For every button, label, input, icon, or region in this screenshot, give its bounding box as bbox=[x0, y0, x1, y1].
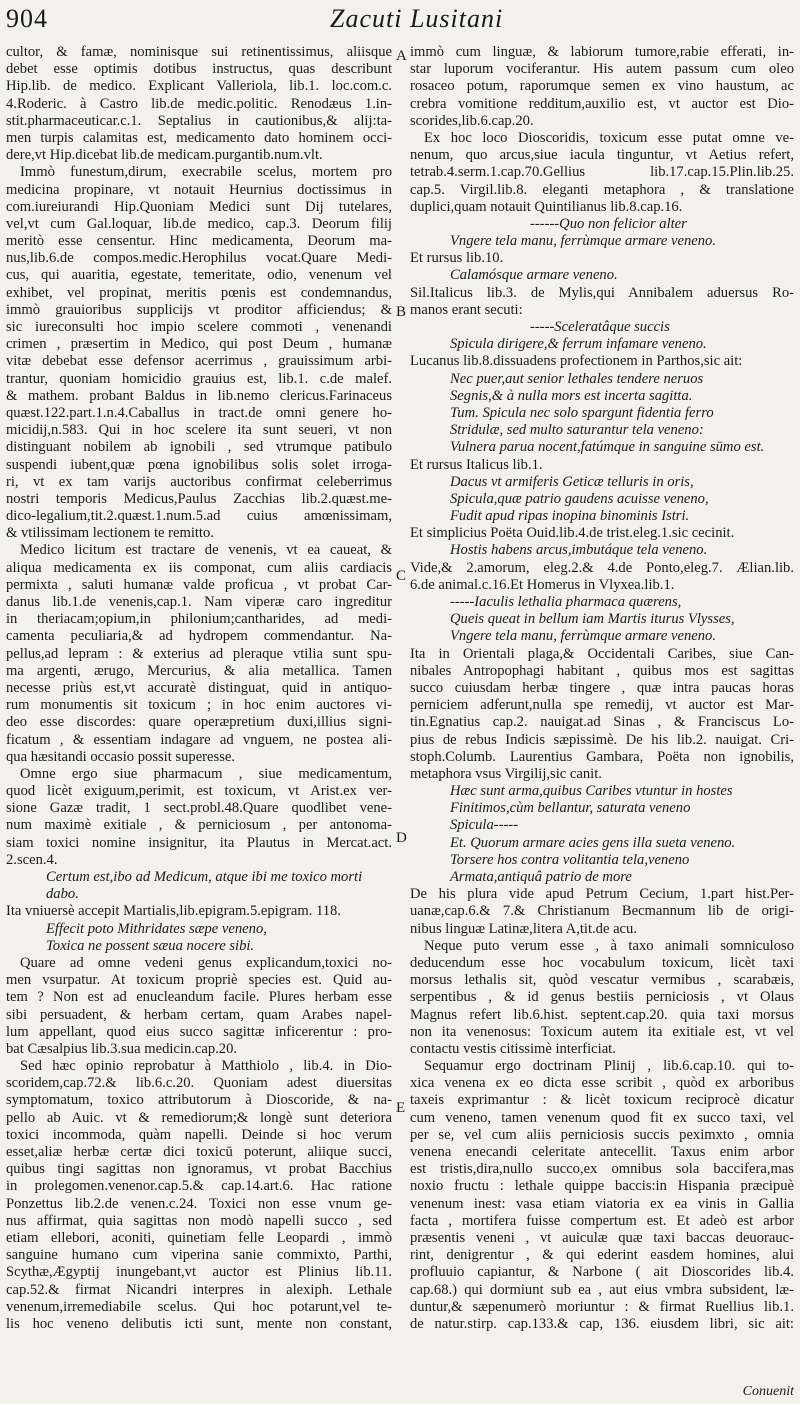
text-line: tem ? Non est ad enucleandum facile. Plures herbam esse bbox=[6, 989, 392, 1006]
text-line: tetrab.4.serm.1.cap.70.Gellius lib.17.cap.15.Plin.lib.25. bbox=[410, 164, 794, 181]
text-line: dabo. bbox=[46, 886, 79, 903]
text-line: Segnis,& à nulla mors est incerta sagitta. bbox=[450, 387, 693, 404]
text-line: Et rursus Italicus lib.1. bbox=[410, 456, 543, 473]
text-line: Spicula dirigere,& ferrum infamare veneno. bbox=[450, 336, 707, 353]
text-line: danus lib.1.de venenis,cap.1. Nam viperæ caro ingreditur bbox=[6, 594, 392, 610]
text-line: dere,vt Hip.dicebat lib.de medicam.purgantib.num.vlt. bbox=[6, 147, 323, 164]
text-line: facta , mortifera fuisse compertum est. Et adeò est arbor bbox=[410, 1212, 794, 1229]
text-line: est tristis,dira,nullo succo,ex omnibus sola baccifera,mas bbox=[410, 1161, 794, 1178]
text-line: Ita vniuersè accepit Martialis,lib.epigram.5.epigram. 118. bbox=[6, 903, 342, 920]
catchword: Conuenit bbox=[742, 1384, 794, 1399]
text-line: symptomatum, toxico attributorum à Dioscoride, & na- bbox=[6, 1092, 392, 1109]
text-line: nibales Antropophagi habitant , quibus mos est sagittas bbox=[410, 662, 794, 679]
text-line: suspendi iubent,quæ pœna ignobilibus solis solet irroga- bbox=[6, 456, 392, 473]
text-line: De his plura vide apud Petrum Cecium, 1.part hist.Per- bbox=[410, 886, 794, 903]
text-line: debet esse optimis dotibus instructus, quas describunt bbox=[6, 61, 392, 78]
text-line: ------Quo non felicior alter bbox=[530, 215, 687, 232]
text-line: etiam ellebori, aconiti, quinetiam felle Leopardi , immò bbox=[6, 1229, 392, 1246]
text-line: per se, vel cum aliis perniciosis succis peximxto , omnia bbox=[410, 1126, 794, 1143]
margin-letter-c: C bbox=[396, 568, 407, 584]
text-line: scoridem,cap.72.& lib.6.c.20. Quoniam adest diuersitas bbox=[6, 1075, 392, 1092]
text-line: immò grauioribus supplicijs vt proditor afficiendus; & bbox=[6, 301, 392, 318]
text-line: com.iureiurandi Hip.Quoniam Medici sunt Dij tutelares, bbox=[6, 198, 392, 215]
text-line: Stridulæ, sed multo saturantur tela veneno: bbox=[450, 422, 704, 439]
text-line: perniciem adferunt,nulla spe remedij, vt auctor est Mar- bbox=[410, 697, 794, 714]
text-line: morsus lethalis sit, quòd vescatur vermibus , scarabæis, bbox=[410, 972, 794, 989]
text-line: Neque puto verum esse , à taxo animali somniculoso bbox=[424, 937, 794, 954]
text-line: esset,aliæ herbæ certæ dici toxicū poterunt, aliique succi, bbox=[6, 1144, 392, 1160]
text-line: immò cum linguæ, & labiorum tumore,rabie efferati, in- bbox=[410, 44, 794, 60]
text-line: Fudit apud ripas inopina binominis Istri. bbox=[450, 508, 690, 525]
text-line: sic iureconsulti hoc impio scelere commoti , venenandi bbox=[6, 319, 392, 335]
text-line: vitæ debebat esse defensor acerrimus , grauissimum arbi- bbox=[6, 353, 392, 370]
text-line: distinguant nobilem ab ignobili , sed vtrumque patibulo bbox=[6, 439, 392, 456]
page-header bbox=[0, 0, 800, 44]
text-line: micidij,n.583. Qui in hoc scelere ita sunt seueri, vt non bbox=[6, 422, 392, 439]
text-line: pello ab Auic. vt & remediorum;& longè sunt deteriora bbox=[6, 1109, 392, 1126]
text-line: sibi persuadent, & herbam certam, quam Arabes napel- bbox=[6, 1006, 392, 1023]
margin-letter-e: E bbox=[396, 1100, 406, 1116]
left-column bbox=[6, 44, 392, 1400]
text-line: venena enecandi celeritate antecellit. Taxus enim arbor bbox=[410, 1144, 794, 1160]
text-line: contactu vestis citissimè interficiat. bbox=[410, 1040, 616, 1057]
text-line: Tum. Spicula nec solo spargunt fidentia ferro bbox=[450, 404, 714, 421]
text-line: Quare ad omne vedeni genus explicandum,toxici no- bbox=[20, 954, 392, 971]
text-line: præsentis veneni , vt auiculæ quæ taxi baccas deuorauc- bbox=[410, 1229, 794, 1246]
text-line: pius de rebus Indicis sæpissimè. De his lib.2. nauigat. Cri- bbox=[410, 731, 794, 748]
text-line: stit.pharmaceuticar.c.1. Septalius in cautionibus,& alij:ta- bbox=[6, 112, 392, 129]
margin-letter-d: D bbox=[396, 830, 407, 846]
text-line: Et rursus lib.10. bbox=[410, 250, 504, 267]
running-title: Zacuti Lusitani bbox=[330, 4, 504, 33]
text-line: rosaceo potum, raporumque semen ex vino haustum, ac bbox=[410, 78, 794, 95]
text-line: Sed hæc opinio reprobatur à Matthiolo , lib.4. in Dio- bbox=[20, 1058, 392, 1075]
margin-letter-b: B bbox=[396, 304, 407, 320]
text-line: siam toxici nomine insignitur, ita Plautus in Mercat.act. bbox=[6, 834, 392, 851]
text-line: xica venena ex eo dicta esse scribit , quòd ex arboribus bbox=[410, 1075, 794, 1092]
text-line: profluuio capiantur, & Narbone ( ait Dioscorides lib.4. bbox=[410, 1264, 794, 1281]
text-line: ma argenti, ærugo, Mercurius, & alia metallica. Tamen bbox=[6, 662, 392, 679]
text-line: Effecit poto Mithridates sæpe veneno, bbox=[46, 920, 267, 937]
text-line: Medico licitum est tractare de venenis, vt ea caueat, & bbox=[20, 542, 392, 559]
text-line: Calamósque armare veneno. bbox=[450, 267, 618, 284]
text-line: medicina propinare, vt notauit Heurnius doctissimus in bbox=[6, 181, 392, 198]
page-number: 904 bbox=[6, 4, 48, 33]
text-line: Spicula----- bbox=[450, 817, 519, 834]
text-line: Ponzettus lib.2.de venen.c.24. Toxici non esse vnum ge- bbox=[6, 1195, 392, 1212]
text-line: uanæ,cap.6.& 7.& Christianum Becmannum lib de origi- bbox=[410, 903, 794, 920]
text-line: & mathem. probant Baldus in lib.nemo clericus.Farinaceus bbox=[6, 387, 392, 404]
text-line: serpentibus , & id genus bestiis perniciosis , vt Olaus bbox=[410, 989, 794, 1006]
text-line: de natur.stirp. cap.133.& cap, 136. eiusdem libri, sic ait: bbox=[410, 1315, 794, 1332]
text-line: scorides,lib.6.cap.20. bbox=[410, 112, 534, 129]
text-line: quod licèt exiguum,perimit, est toxicum, vt Arist.ex ver- bbox=[6, 783, 392, 800]
text-line: men vsurpatur. At toxicum propriè species est. Quid au- bbox=[6, 972, 392, 989]
text-line: stoph.Columb. Laurentius Gambara, Poëta non ignobilis, bbox=[410, 748, 794, 765]
text-line: num maximè exitiale , & perniciosum , per antonoma- bbox=[6, 817, 392, 834]
text-line: metaphora vsus Virgilij,sic canit. bbox=[410, 765, 602, 782]
text-line: men turpis calamitas est, medicamento dato hominem occi- bbox=[6, 129, 392, 146]
text-line: Nec puer,aut senior lethales tendere neruos bbox=[450, 370, 704, 387]
text-line: venenum inest: vasa etiam viatoria ex ea vinis in Gallia bbox=[410, 1195, 794, 1212]
text-line: Immò funestum,dirum, execrabile scelus, mortem pro bbox=[20, 164, 392, 181]
text-line: camenta peculiaria,& ad hydropem commendantur. Na- bbox=[6, 628, 392, 645]
text-line: Spicula,quæ patrio gaudens acuisse veneno, bbox=[450, 490, 709, 507]
text-line: Toxica ne possent sæua nocere sibi. bbox=[46, 937, 255, 954]
text-line: manos erant secuti: bbox=[410, 301, 523, 318]
text-line: Lucanus lib.8.dissuadens profectionem in Parthos,sic ait: bbox=[410, 353, 743, 370]
text-line: sione Gazæ tradit, 1 sect.probl.48.Quare quodlibet vene- bbox=[6, 800, 392, 817]
text-line: cap.68.) qui dormiunt sub ea , aut eius vmbra subsident, læ- bbox=[410, 1281, 794, 1298]
text-line: rint, denigrentur , & qui ederint easdem homines, alui bbox=[410, 1247, 794, 1264]
text-line: lum appellant, quod eius succo sagittæ inficerentur : pro- bbox=[6, 1023, 392, 1040]
text-line: Torsere hos contra volitantia tela,veneno bbox=[450, 851, 690, 868]
text-line: crimen , præsertim in Medico, qui post Deum , humanæ bbox=[6, 336, 392, 353]
text-line: deo esse discordes: quare operæpretium duxi,illius signi- bbox=[6, 714, 392, 731]
text-line: trantur, quoniam homicidio grauius est, lib.1. c.de malef. bbox=[6, 370, 392, 387]
text-line: noxio fructu : lethale quippe baccis:in Hispania præcipuè bbox=[410, 1178, 794, 1195]
text-line: Finitimos,cùm bellantur, saturata veneno bbox=[450, 800, 691, 817]
text-line: qua hæsitandi occasio possit superesse. bbox=[6, 748, 236, 765]
text-line: duntur,& sæpenumerò moriuntur : & firmat Ruellius lib.1. bbox=[410, 1298, 794, 1315]
text-line: nibus linguæ Latinæ,litera A,tit.de acu. bbox=[410, 920, 637, 937]
right-column bbox=[410, 44, 794, 1400]
text-line: deducendum esse hoc vocabulum toxicum, licèt taxi bbox=[410, 954, 794, 971]
text-line: ficatum , & essentiam indagare ad vnguem, ne postea ali- bbox=[6, 731, 392, 748]
text-line: -----Iaculis lethalia pharmaca quærens, bbox=[450, 594, 682, 610]
text-line: Ita in Orientali plaga,& Occidentali Caribes, siue Can- bbox=[410, 645, 794, 662]
text-line: nus affirmat, quia sagittas non modò napelli succo , sed bbox=[6, 1212, 392, 1229]
margin-letter-a: A bbox=[396, 48, 407, 64]
text-line: vel,vt cum Gal.loquar, lib.de medico, cap.3. Deorum filij bbox=[6, 215, 392, 232]
text-line: cum veneno, tamen venenum quod fit ex succo taxi, vel bbox=[410, 1109, 794, 1126]
text-line: Omne ergo siue pharmacum , siue medicamentum, bbox=[20, 765, 392, 782]
text-line: cultor, & famæ, nominisque sui retinentissimus, aliisque bbox=[6, 44, 392, 60]
text-line: Queis queat in bellum iam Martis iturus Vlysses, bbox=[450, 611, 735, 628]
text-line: Hip.lib. de medico. Explicant Valleriola, lib.1. loc.com.c. bbox=[6, 78, 392, 95]
text-line: nenum, quo arcus,siue iacula tinguntur, vt Aetius refert, bbox=[410, 147, 794, 164]
text-line: in prolegomen.venenor.cap.5.& cap.14.art.6. Hac ratione bbox=[6, 1178, 392, 1195]
text-line: Vngere tela manu, ferrùmque armare veneno. bbox=[450, 628, 717, 645]
text-line: nostri temporis Medicus,Paulus Zacchias lib.2.quæst.me- bbox=[6, 490, 392, 507]
text-line: Magnus refert lib.6.hist. septent.cap.20. quia taxi morsus bbox=[410, 1006, 794, 1023]
text-line: cap.5. Virgil.lib.8. eleganti metaphora , & translatione bbox=[410, 181, 794, 198]
text-line: Hæc sunt arma,quibus Caribes vtuntur in hostes bbox=[450, 783, 733, 800]
text-line: meritò esse censentur. Hinc medicamenta, Deorum ma- bbox=[6, 233, 392, 250]
text-line: crebra vomitione redditum,auxilio est, vt auctor est Dio- bbox=[410, 95, 794, 112]
text-line: 6.de animal.c.16.Et Homerus in Vlyxea.lib.1. bbox=[410, 576, 675, 593]
text-line: nus,lib.6.de compos.medic.Herophilus vocat.Quare Medi- bbox=[6, 250, 392, 267]
text-line: lis hoc veneno delibutis icti sunt, mente non constant, bbox=[6, 1315, 392, 1332]
text-line: quibus tingi sagittas non ignoramus, vt probat Bacchius bbox=[6, 1161, 392, 1178]
text-line: Vulnera parua nocent,fatúmque in sanguine sūmo est. bbox=[450, 439, 765, 456]
text-line: taxeis exprimantur : & licèt toxicum reciprocè dicatur bbox=[410, 1092, 794, 1109]
text-line: exhibet, vel propinat, meritis pœnis est condemnandus, bbox=[6, 284, 392, 301]
text-line: 2.scen.4. bbox=[6, 851, 58, 868]
text-line: tin.Egnatius cap.2. nauigat.ad Sinas , & Franciscus Lo- bbox=[410, 714, 794, 731]
text-line: necesse priùs est,vt accuratè distinguat, quid in antiquo- bbox=[6, 679, 392, 696]
text-line: aliqua medicamenta ex iis componat, cum aliis cardiacis bbox=[6, 559, 392, 576]
text-line: Certum est,ibo ad Medicum, atque ibi me toxico morti bbox=[46, 869, 363, 885]
text-line: Et simplicius Poëta Ouid.lib.4.de trist.eleg.1.sic cecinit. bbox=[410, 525, 735, 542]
text-line: venenum,irremediabile scelus. Qui hoc potarunt,vel te- bbox=[6, 1298, 392, 1315]
text-line: sanguine humano cum viperina sanie commixto, Parthi, bbox=[6, 1247, 392, 1264]
text-line: permixta , saluti humanæ valde proficua , vt probat Car- bbox=[6, 576, 392, 593]
text-line: non ita venenosus: Toxicum autem ita exitiale est, vt vel bbox=[410, 1023, 794, 1040]
text-line: succo cuiusdam herbæ tingere , quæ intra paucas horas bbox=[410, 679, 794, 696]
text-line: bat Cæsalpius lib.3.sua medicin.cap.20. bbox=[6, 1040, 238, 1057]
text-line: & vtilissimam lectionem te remitto. bbox=[6, 525, 214, 542]
text-line: ri, vt ex tam varijs auctoribus confirmat celeberrimus bbox=[6, 473, 392, 490]
text-line: cap.52.& firmat Nicandri interpres in alexiph. Lethale bbox=[6, 1281, 392, 1298]
text-line: Scythæ,Ægyptij inungebant,vt auctor est Plinius lib.11. bbox=[6, 1264, 392, 1281]
text-line: in theriacam;opium,in philonium;cantharides, ad medi- bbox=[6, 611, 392, 628]
text-line: cus, qui auaritia, egestate, temeritate, odio, venenum vel bbox=[6, 267, 392, 284]
text-line: Vngere tela manu, ferrùmque armare veneno. bbox=[450, 233, 717, 250]
text-line: 4.Roderic. à Castro lib.de medic.politic. Renodæus 1.in- bbox=[6, 95, 392, 112]
text-line: star luporum vociferantur. His autem passum cum oleo bbox=[410, 61, 794, 78]
text-line: toxici incommoda, quàm napelli. Deinde si hoc verum bbox=[6, 1126, 392, 1143]
text-line: Sil.Italicus lib.3. de Mylis,qui Annibalem aduersus Ro- bbox=[410, 284, 794, 301]
text-line: Armata,antiquâ patrio de more bbox=[450, 869, 632, 885]
text-line: Vide,& 2.amorum, eleg.2.& 4.de Ponto,eleg.7. Ælian.lib. bbox=[410, 559, 794, 576]
text-line: quæst.122.part.1.n.4.Caballus in tract.de omni genere ho- bbox=[6, 404, 392, 421]
text-line: duplici,quam notauit Quintilianus lib.8.cap.16. bbox=[410, 198, 683, 215]
text-line: Dacus vt armiferis Geticæ telluris in oris, bbox=[450, 473, 694, 490]
text-line: Ex hoc loco Dioscoridis, toxicum esse putat omne ve- bbox=[424, 129, 794, 146]
text-line: dico-legalium,tit.2.quæst.1.num.5.ad cuius amœnissimam, bbox=[6, 508, 392, 525]
text-line: pellus,ad lepram : & exterius ad pleraque vtilia sunt spu- bbox=[6, 645, 392, 662]
text-line: -----Sceleratâque succis bbox=[530, 319, 670, 335]
text-line: Sequamur ergo doctrinam Plinij , lib.6.cap.10. qui to- bbox=[424, 1058, 794, 1075]
text-line: rum monumentis sit toxicum ; in hoc enim auctores vi- bbox=[6, 697, 392, 714]
text-line: Hostis habens arcus,imbutáque tela veneno. bbox=[450, 542, 708, 559]
text-line: Et. Quorum armare acies gens illa sueta veneno. bbox=[450, 834, 736, 851]
